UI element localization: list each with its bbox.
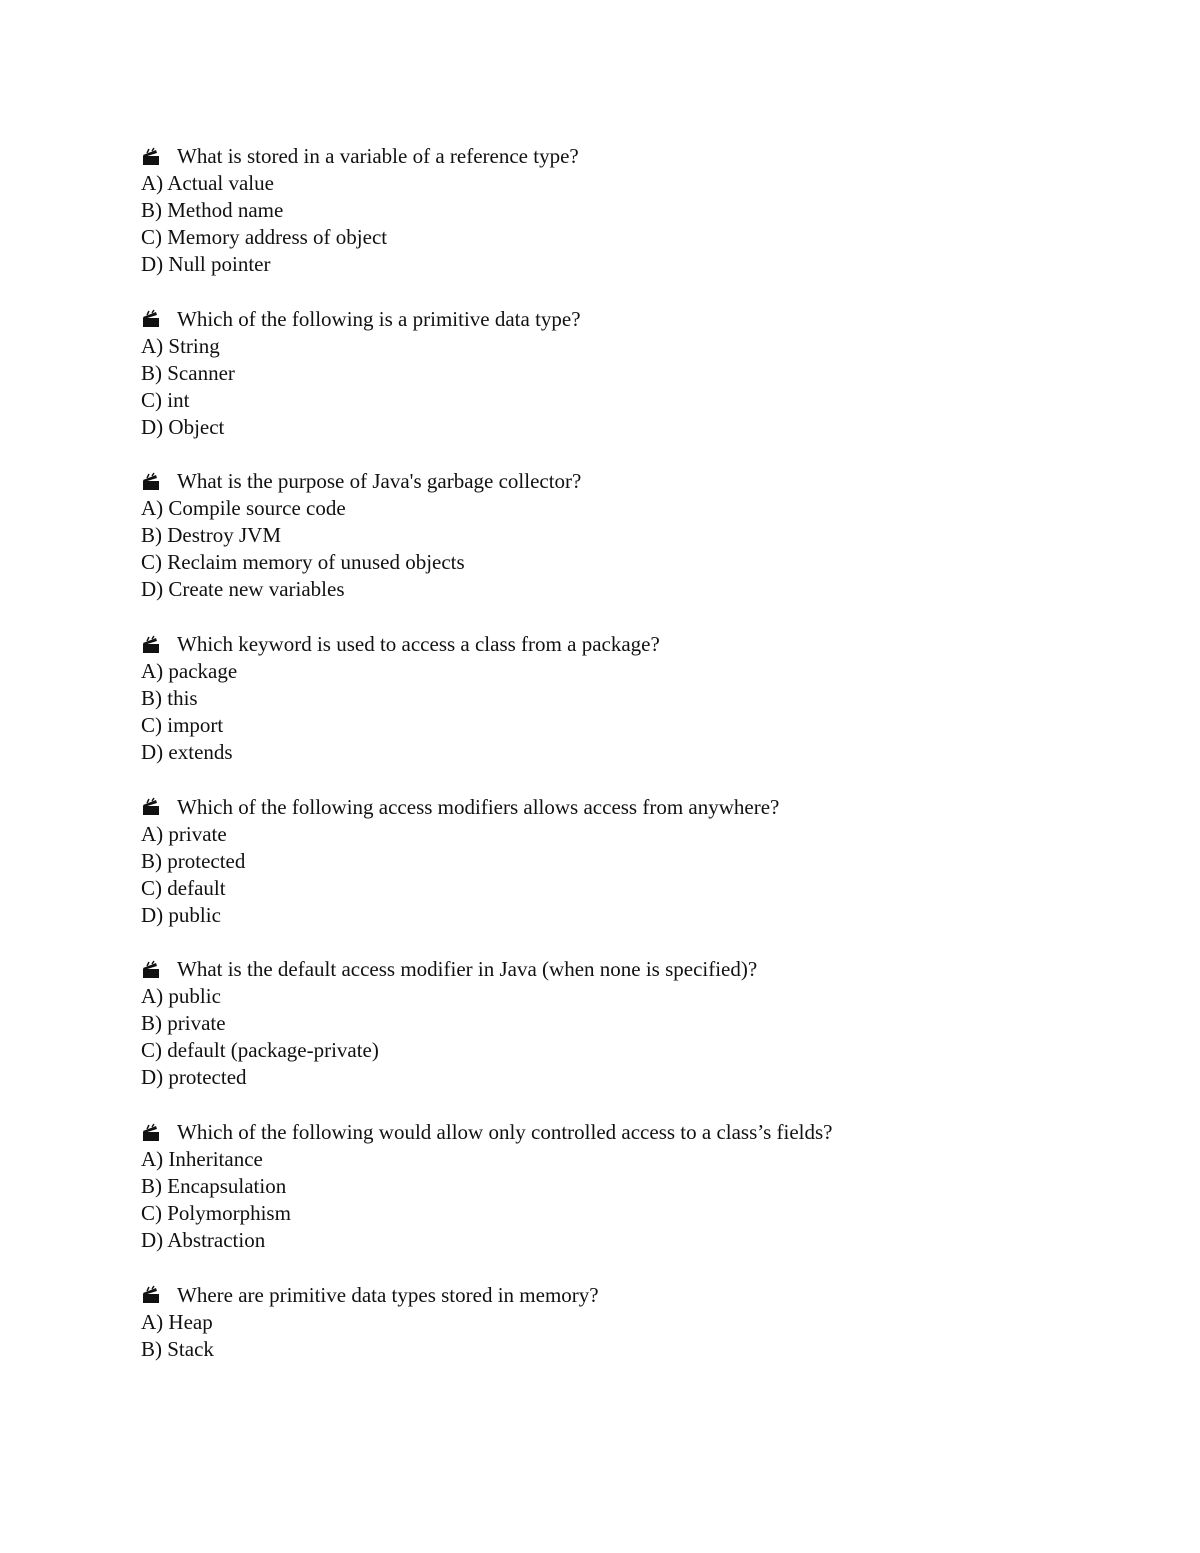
question-block (141, 143, 1091, 306)
answer-option: B) this (141, 686, 198, 711)
question-text: What is the default access modifier in Java (when none is specified)? (177, 957, 758, 982)
answer-option: B) protected (141, 848, 246, 873)
answer-option: A) Actual value (141, 171, 274, 195)
question-line (141, 1282, 1091, 1309)
answer-option: D) Create new variables (141, 577, 345, 602)
answer-option: A) public (141, 984, 221, 1009)
question-block (141, 794, 1091, 957)
question-line (141, 794, 1091, 821)
clapperboard-icon (141, 472, 161, 492)
answer-option: A) private (141, 821, 227, 846)
answer-option: B) Stack (141, 1336, 214, 1361)
question-list (141, 143, 1091, 1445)
question-text: Which keyword is used to access a class from a package? (177, 632, 660, 657)
clapperboard-icon (141, 309, 161, 329)
answer-option: D) extends (141, 740, 233, 765)
answer-option: B) private (141, 1011, 226, 1036)
clapperboard-icon (141, 1123, 161, 1143)
question-block (141, 468, 1091, 631)
question-line (141, 468, 1091, 495)
answer-option: C) import (141, 713, 224, 738)
answer-option: A) Inheritance (141, 1147, 263, 1172)
clapperboard-icon (141, 635, 161, 655)
question-text: What is the purpose of Java's garbage collector? (177, 469, 582, 494)
question-text: Where are primitive data types stored in memory? (177, 1282, 599, 1307)
answer-option: C) Polymorphism (141, 1201, 291, 1226)
answer-option: B) Encapsulation (141, 1174, 287, 1199)
question-text: Which of the following is a primitive data type? (177, 306, 581, 331)
answer-option: A) Heap (141, 1309, 213, 1334)
question-block (141, 956, 1091, 1119)
answer-option: D) protected (141, 1065, 247, 1090)
question-block (141, 306, 1091, 469)
question-line (141, 1119, 1091, 1146)
answer-option: C) default (141, 875, 226, 900)
answer-option: C) Memory address of object (141, 225, 388, 249)
answer-option: A) package (141, 659, 238, 684)
answer-option: A) Compile source code (141, 496, 346, 521)
answer-option: C) Reclaim memory of unused objects (141, 550, 465, 575)
clapperboard-icon (141, 147, 161, 167)
clapperboard-icon (141, 960, 161, 980)
question-text: Which of the following access modifiers allows access from anywhere? (177, 794, 780, 819)
answer-option: B) Scanner (141, 360, 235, 385)
answer-option: C) int (141, 387, 190, 412)
answer-option: D) Null pointer (141, 252, 271, 276)
question-block (141, 1119, 1091, 1282)
answer-option: D) Abstraction (141, 1228, 266, 1253)
question-line (141, 631, 1091, 658)
question-line (141, 956, 1091, 983)
answer-option: D) Object (141, 414, 225, 439)
question-block (141, 1282, 1091, 1445)
answer-option: B) Method name (141, 198, 284, 222)
question-text: What is stored in a variable of a reference type? (177, 144, 579, 168)
clapperboard-icon (141, 1285, 161, 1305)
question-line (141, 306, 1091, 333)
answer-option: D) public (141, 902, 221, 927)
answer-option: B) Destroy JVM (141, 523, 281, 548)
question-line (141, 143, 1091, 170)
question-text: Which of the following would allow only controlled access to a class’s fields? (177, 1120, 833, 1145)
answer-option: A) String (141, 333, 220, 358)
clapperboard-icon (141, 797, 161, 817)
question-block (141, 631, 1091, 794)
answer-option: C) default (package-private) (141, 1038, 379, 1063)
